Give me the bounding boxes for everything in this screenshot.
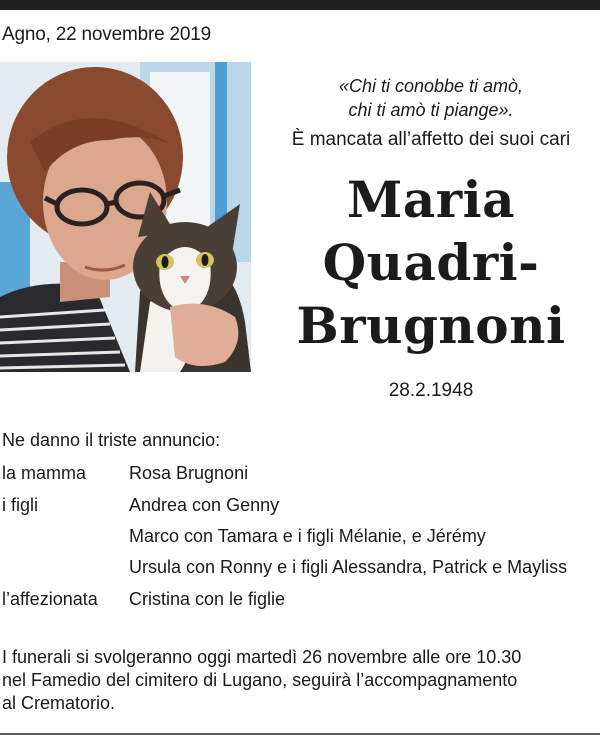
passing-subline: È mancata all’affetto dei suoi cari [291, 129, 571, 150]
relative-name: Cristina con le figlie [129, 588, 286, 609]
funeral-line: nel Famedio del cimitero di Lugano, seguirà l’accompagnamento [2, 670, 518, 690]
funeral-line: I funerali si svolgeranno oggi martedì 26 novembre alle ore 10.30 [2, 647, 522, 667]
quote-line: «Chi ti conobbe ti amò, [338, 76, 524, 96]
relative-row [2, 489, 600, 520]
relatives-list [2, 458, 600, 615]
relative-name: Andrea con Genny [129, 494, 280, 515]
relative-name: Marco con Tamara e i figli Mélanie, e Jérémy [129, 525, 486, 546]
relative-role: la mamma [2, 463, 87, 484]
portrait-photo [0, 62, 251, 372]
relative-row [2, 552, 600, 583]
relative-row [2, 521, 600, 552]
funeral-line: al Crematorio. [2, 693, 116, 713]
relative-role: i figli [2, 494, 39, 515]
bottom-rule [0, 733, 600, 735]
place-date: Agno, 22 novembre 2019 [2, 24, 211, 45]
name-line: Maria [347, 170, 515, 229]
relative-row [2, 584, 600, 615]
announcement-intro: Ne danno il triste annuncio: [2, 430, 221, 450]
birth-date: 28.2.1948 [388, 380, 474, 401]
relative-role: l’affezionata [2, 588, 98, 609]
top-rule [0, 0, 600, 10]
deceased-name [262, 168, 600, 357]
relative-row [2, 458, 600, 489]
relative-name: Ursula con Ronny e i figli Alessandra, Patrick e Mayliss [129, 557, 568, 578]
epitaph-quote [262, 74, 600, 122]
name-line: Brugnoni [296, 296, 566, 355]
name-line: Quadri- [322, 233, 540, 292]
relative-name: Rosa Brugnoni [129, 463, 249, 484]
funeral-notice [2, 646, 600, 715]
quote-line: chi ti amò ti piange». [348, 100, 514, 120]
